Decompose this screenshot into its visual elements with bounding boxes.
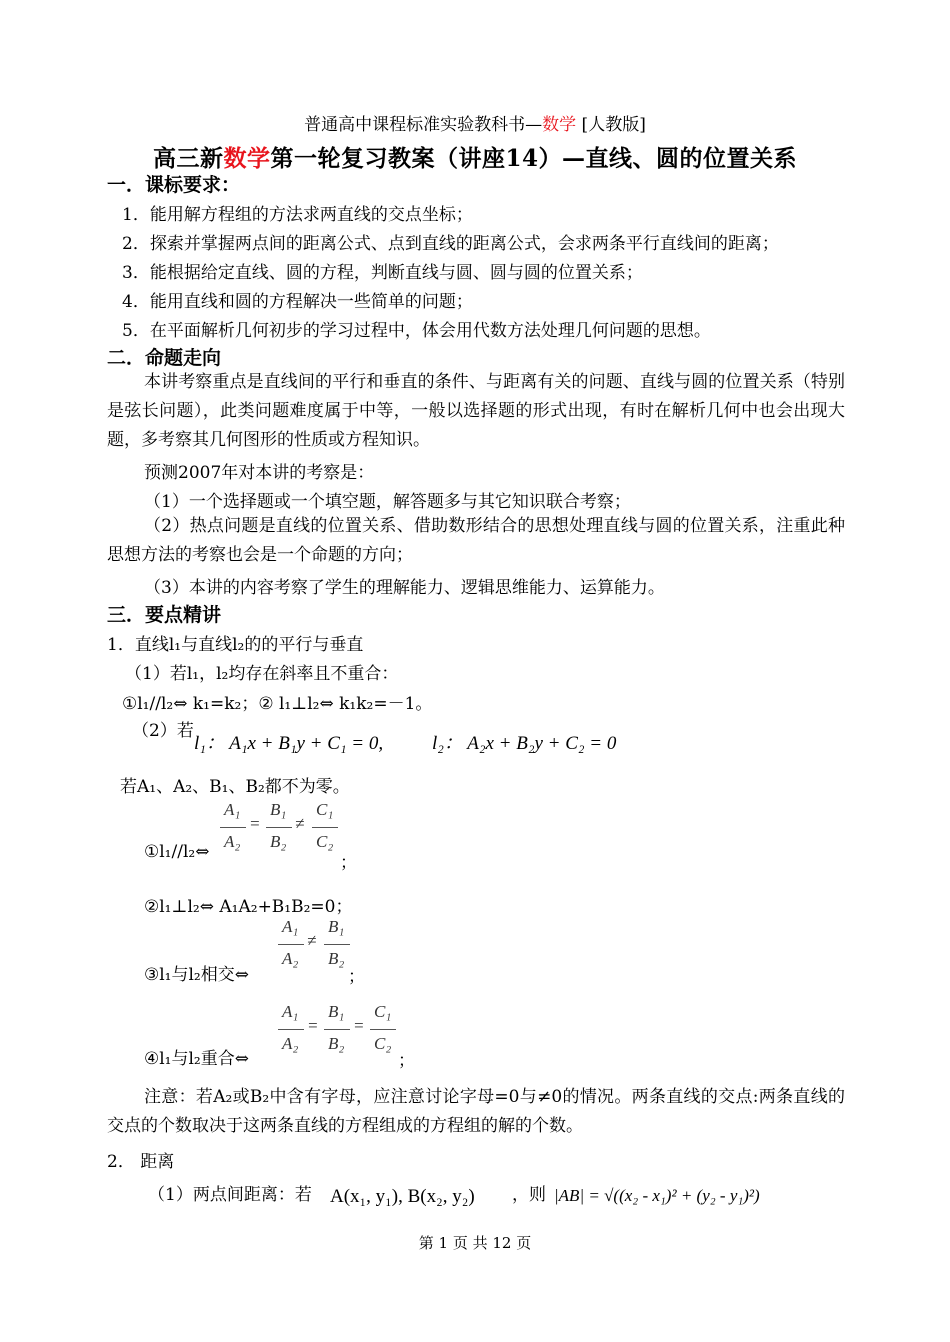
frac-den: C₂ [374,1034,392,1053]
subtitle-suffix: [人教版] [576,115,646,135]
cond-intersect-label: ③l₁与l₂相交⇔ [144,965,249,985]
cond-parallel-label: ①l₁//l₂⇔ [144,842,210,862]
line1-equation: l₁： A₁x + B₁y + C₁ = 0, [194,733,384,754]
frac-den: A₂ [282,949,299,968]
cond-perpendicular: ②l₁⊥l₂⇔ A₁A₂+B₁B₂=0； [144,897,353,917]
semicolon: ； [398,1051,415,1071]
fraction-parallel [218,800,348,860]
frac-num: A₁ [224,800,241,819]
subtitle [0,110,950,135]
item1-title: 1．直线l₁与直线l₂的的平行与垂直 [107,635,364,655]
line2-equation: l₂： A₂x + B₂y + C₂ = 0 [432,733,617,754]
semicolon: ； [340,853,357,873]
case1-relation: ①l₁//l₂⇔ k₁=k₂；② l₁⊥l₂⇔ k₁k₂=－1。 [122,694,433,714]
distance-then: ，则 [512,1185,546,1205]
cond-coincide-label: ④l₁与l₂重合⇔ [144,1049,249,1069]
list-item: 5．在平面解析几何初步的学习过程中，体会用代数方法处理几何问题的思想。 [122,321,711,341]
frac-num: B₁ [270,800,287,819]
distance-formula: |AB| = √((x₂ - x₁)² + (y₂ - y₁)²) [554,1186,760,1205]
item2-title: 2． 距离 [107,1152,175,1172]
frac-num: B₁ [328,917,345,936]
paragraph: （3）本讲的内容考察了学生的理解能力、逻辑思维能力、运算能力。 [144,578,665,598]
not-equal-sign: ≠ [307,931,317,950]
paragraph: （1）一个选择题或一个填空题，解答题多与其它知识联合考察； [144,492,631,512]
section2-heading: 二．命题走向 [107,347,222,369]
frac-den: C₂ [316,832,334,851]
title-suffix: 第一轮复习教案（讲座14）—直线、圆的位置关系 [270,145,797,172]
case2-label: （2）若 [132,721,194,741]
paragraph: （2）热点问题是直线的位置关系、借助数形结合的思想处理直线与圆的位置关系，注重此种思想方法的考察也会是一个命题的方向； [107,516,845,565]
subtitle-prefix: 普通高中课程标准实验教科书— [304,115,543,135]
frac-den: B₂ [328,949,345,968]
frac-den: B₂ [270,832,287,851]
title-prefix: 高三新 [152,145,224,172]
not-equal-sign: ≠ [295,814,305,833]
frac-num: C₁ [316,800,334,819]
paragraph: 本讲考察重点是直线间的平行和垂直的条件、与距离有关的问题、直线与圆的位置关系（特别是弦长问题），此类问题难度属于中等，一般以选择题的形式出现，有时在解析几何中也会出现大题，多考察其几何图形的性质或方程知识。 [107,372,845,450]
title-red: 数学 [223,145,271,172]
page-title [0,140,950,173]
distance-label: （1）两点间距离：若 [148,1185,312,1205]
semicolon: ； [348,967,365,987]
section3-heading: 三．要点精讲 [107,604,222,626]
equals-sign: = [307,1016,319,1035]
list-item: 1．能用解方程组的方法求两直线的交点坐标； [122,205,473,225]
equals-sign: = [249,814,261,833]
note-paragraph: 注意：若A₂或B₂中含有字母，应注意讨论字母=0与≠0的情况。两条直线的交点:两条直线的交点的个数取决于这两条直线的方程组成的方程组的解的个数。 [107,1087,845,1136]
frac-den: A₂ [224,832,241,851]
list-item: 2．探索并掌握两点间的距离公式、点到直线的距离公式，会求两条平行直线间的距离； [122,234,779,254]
paragraph: 预测2007年对本讲的考察是： [144,463,375,483]
frac-num: B₁ [328,1002,345,1021]
fraction-coincide [276,1002,406,1062]
frac-num: A₁ [282,1002,299,1021]
distance-points: A(x₁, y₁), B(x₂, y₂) [330,1186,475,1207]
page-footer: 第 1 页 共 12 页 [418,1234,532,1252]
equals-sign: = [353,1016,365,1035]
section1-heading: 一．课标要求： [107,174,241,196]
list-item: 4．能用直线和圆的方程解决一些简单的问题； [122,292,473,312]
frac-den: A₂ [282,1034,299,1053]
subtitle-red: 数学 [542,115,577,135]
nonzero-note: 若A₁、A₂、B₁、B₂都不为零。 [120,777,350,797]
list-item: 3．能根据给定直线、圆的方程，判断直线与圆、圆与圆的位置关系； [122,263,643,283]
frac-den: B₂ [328,1034,345,1053]
frac-num: C₁ [374,1002,392,1021]
frac-num: A₁ [282,917,299,936]
case1: （1）若l₁，l₂均存在斜率且不重合： [125,664,399,684]
